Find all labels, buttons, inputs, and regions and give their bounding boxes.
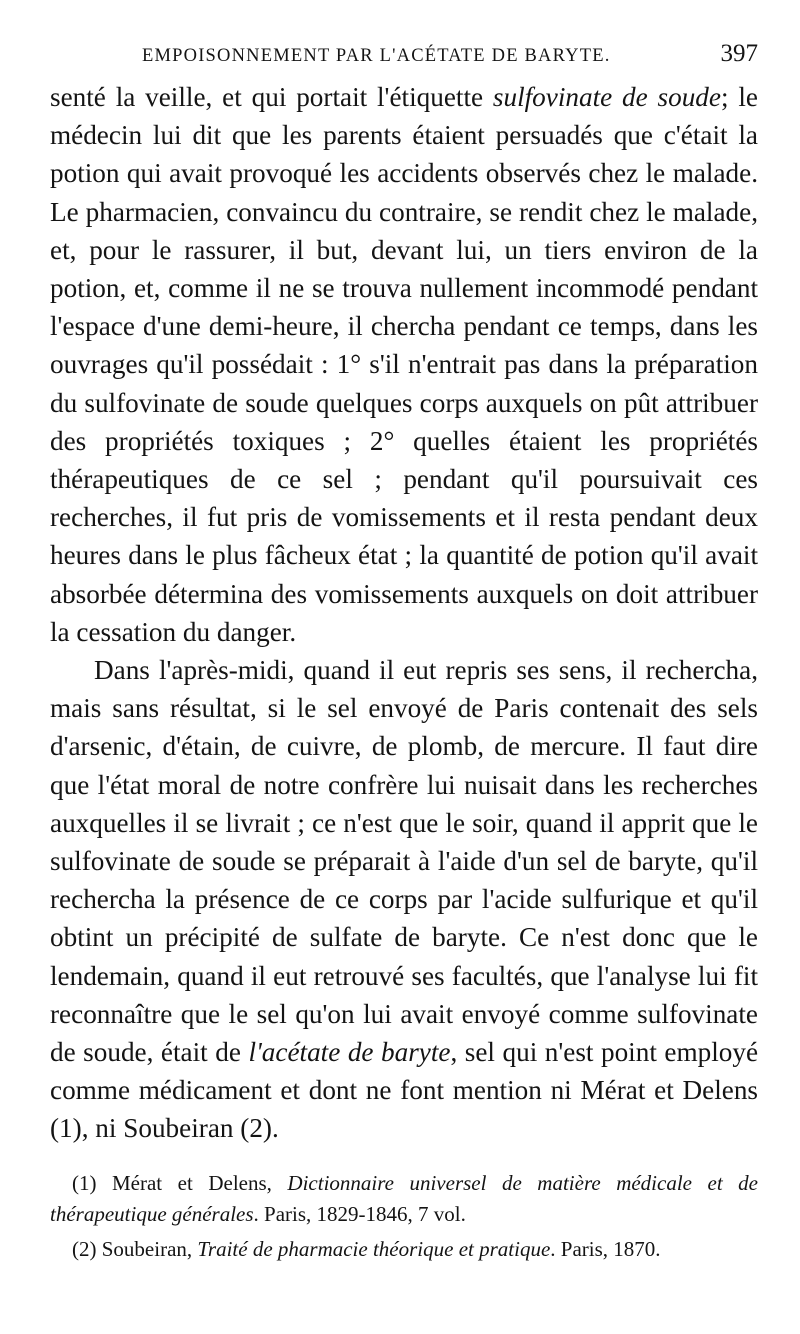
footnote-2-text-b: . Paris, 1870. bbox=[550, 1236, 661, 1261]
page-number: 397 bbox=[720, 40, 758, 67]
running-header bbox=[142, 40, 758, 68]
footnote-2-italic: Traité de pharmacie théorique et pratique bbox=[197, 1236, 551, 1261]
footnote-1-text-a: (1) Mérat et Delens, bbox=[72, 1170, 288, 1195]
footnote-1-text-b: . Paris, 1829-1846, 7 vol. bbox=[253, 1201, 466, 1226]
paragraph-2 bbox=[50, 651, 758, 1148]
footnotes bbox=[50, 1168, 758, 1265]
running-title: EMPOISONNEMENT PAR L'ACÉTATE DE BARYTE. bbox=[142, 46, 611, 66]
footnote-1-italic: Dictionnaire universel de matière médicale et de thérapeutique générales bbox=[50, 1170, 758, 1226]
paragraph-2-text-b: , sel qui n'est point employé comme médicament et dont ne font mention ni Mérat et Delens (1), ni Soubeiran (2). bbox=[50, 1037, 759, 1144]
footnote-2 bbox=[50, 1234, 758, 1265]
paragraph-2-text-a: Dans l'après-midi, quand il eut repris ses sens, il rechercha, mais sans résultat, si le sel envoyé de Paris contenait des sels d'arsenic, d'étain, de cuivre, de plomb, de mercure. Il faut dire que l'état moral de notre confrère lui nuisait dans les recherches auxquelles il se livrait ; ce n'est que le soir, quand il apprit que le sulfovinate de soude se préparait à l'aide d'un sel de baryte, qu'il rechercha la présence de ce corps par l'acide sulfurique et qu'il obtint un précipité de sulfate de baryte. Ce n'est donc que le lendemain, quand il eut retrouvé ses facultés, que l'analyse lui fit reconnaître que le sel qu'on lui avait envoyé comme sulfovinate de soude, était de bbox=[50, 655, 758, 1068]
paragraph-1-text-a: senté la veille, et qui portait l'étiquette bbox=[50, 82, 493, 112]
paragraph-1 bbox=[50, 78, 758, 651]
footnote-1 bbox=[50, 1168, 758, 1230]
paragraph-1-text-b: ; le médecin lui dit que les parents étaient persuadés que c'était la potion qui avait provoqué les accidents observés chez le malade. Le pharmacien, convaincu du contraire, se rendit chez le malade, et, pour le rassurer, il but, devant lui, un tiers environ de la potion, et, comme il ne se trouva nullement incommodé pendant l'espace d'une demi-heure, il chercha pendant ce temps, dans les ouvrages qu'il possédait : 1° s'il n'entrait pas dans la préparation du sulfovinate de soude quelques corps auxquels on pût attribuer des propriétés toxiques ; 2° quelles étaient les propriétés thérapeutiques de ce sel ; pendant qu'il poursuivait ces recherches, il fut pris de vomissements et il resta pendant deux heures dans le plus fâcheux état ; la quantité de potion qu'il avait absorbée détermina des vomissements auxquels on doit attribuer la cessation du danger. bbox=[50, 82, 758, 647]
paragraph-2-italic: l'acétate de baryte bbox=[248, 1037, 451, 1068]
footnote-2-text-a: (2) Soubeiran, bbox=[72, 1236, 198, 1261]
body-text bbox=[50, 78, 758, 1148]
paragraph-1-italic: sulfovinate de soude bbox=[492, 82, 721, 112]
